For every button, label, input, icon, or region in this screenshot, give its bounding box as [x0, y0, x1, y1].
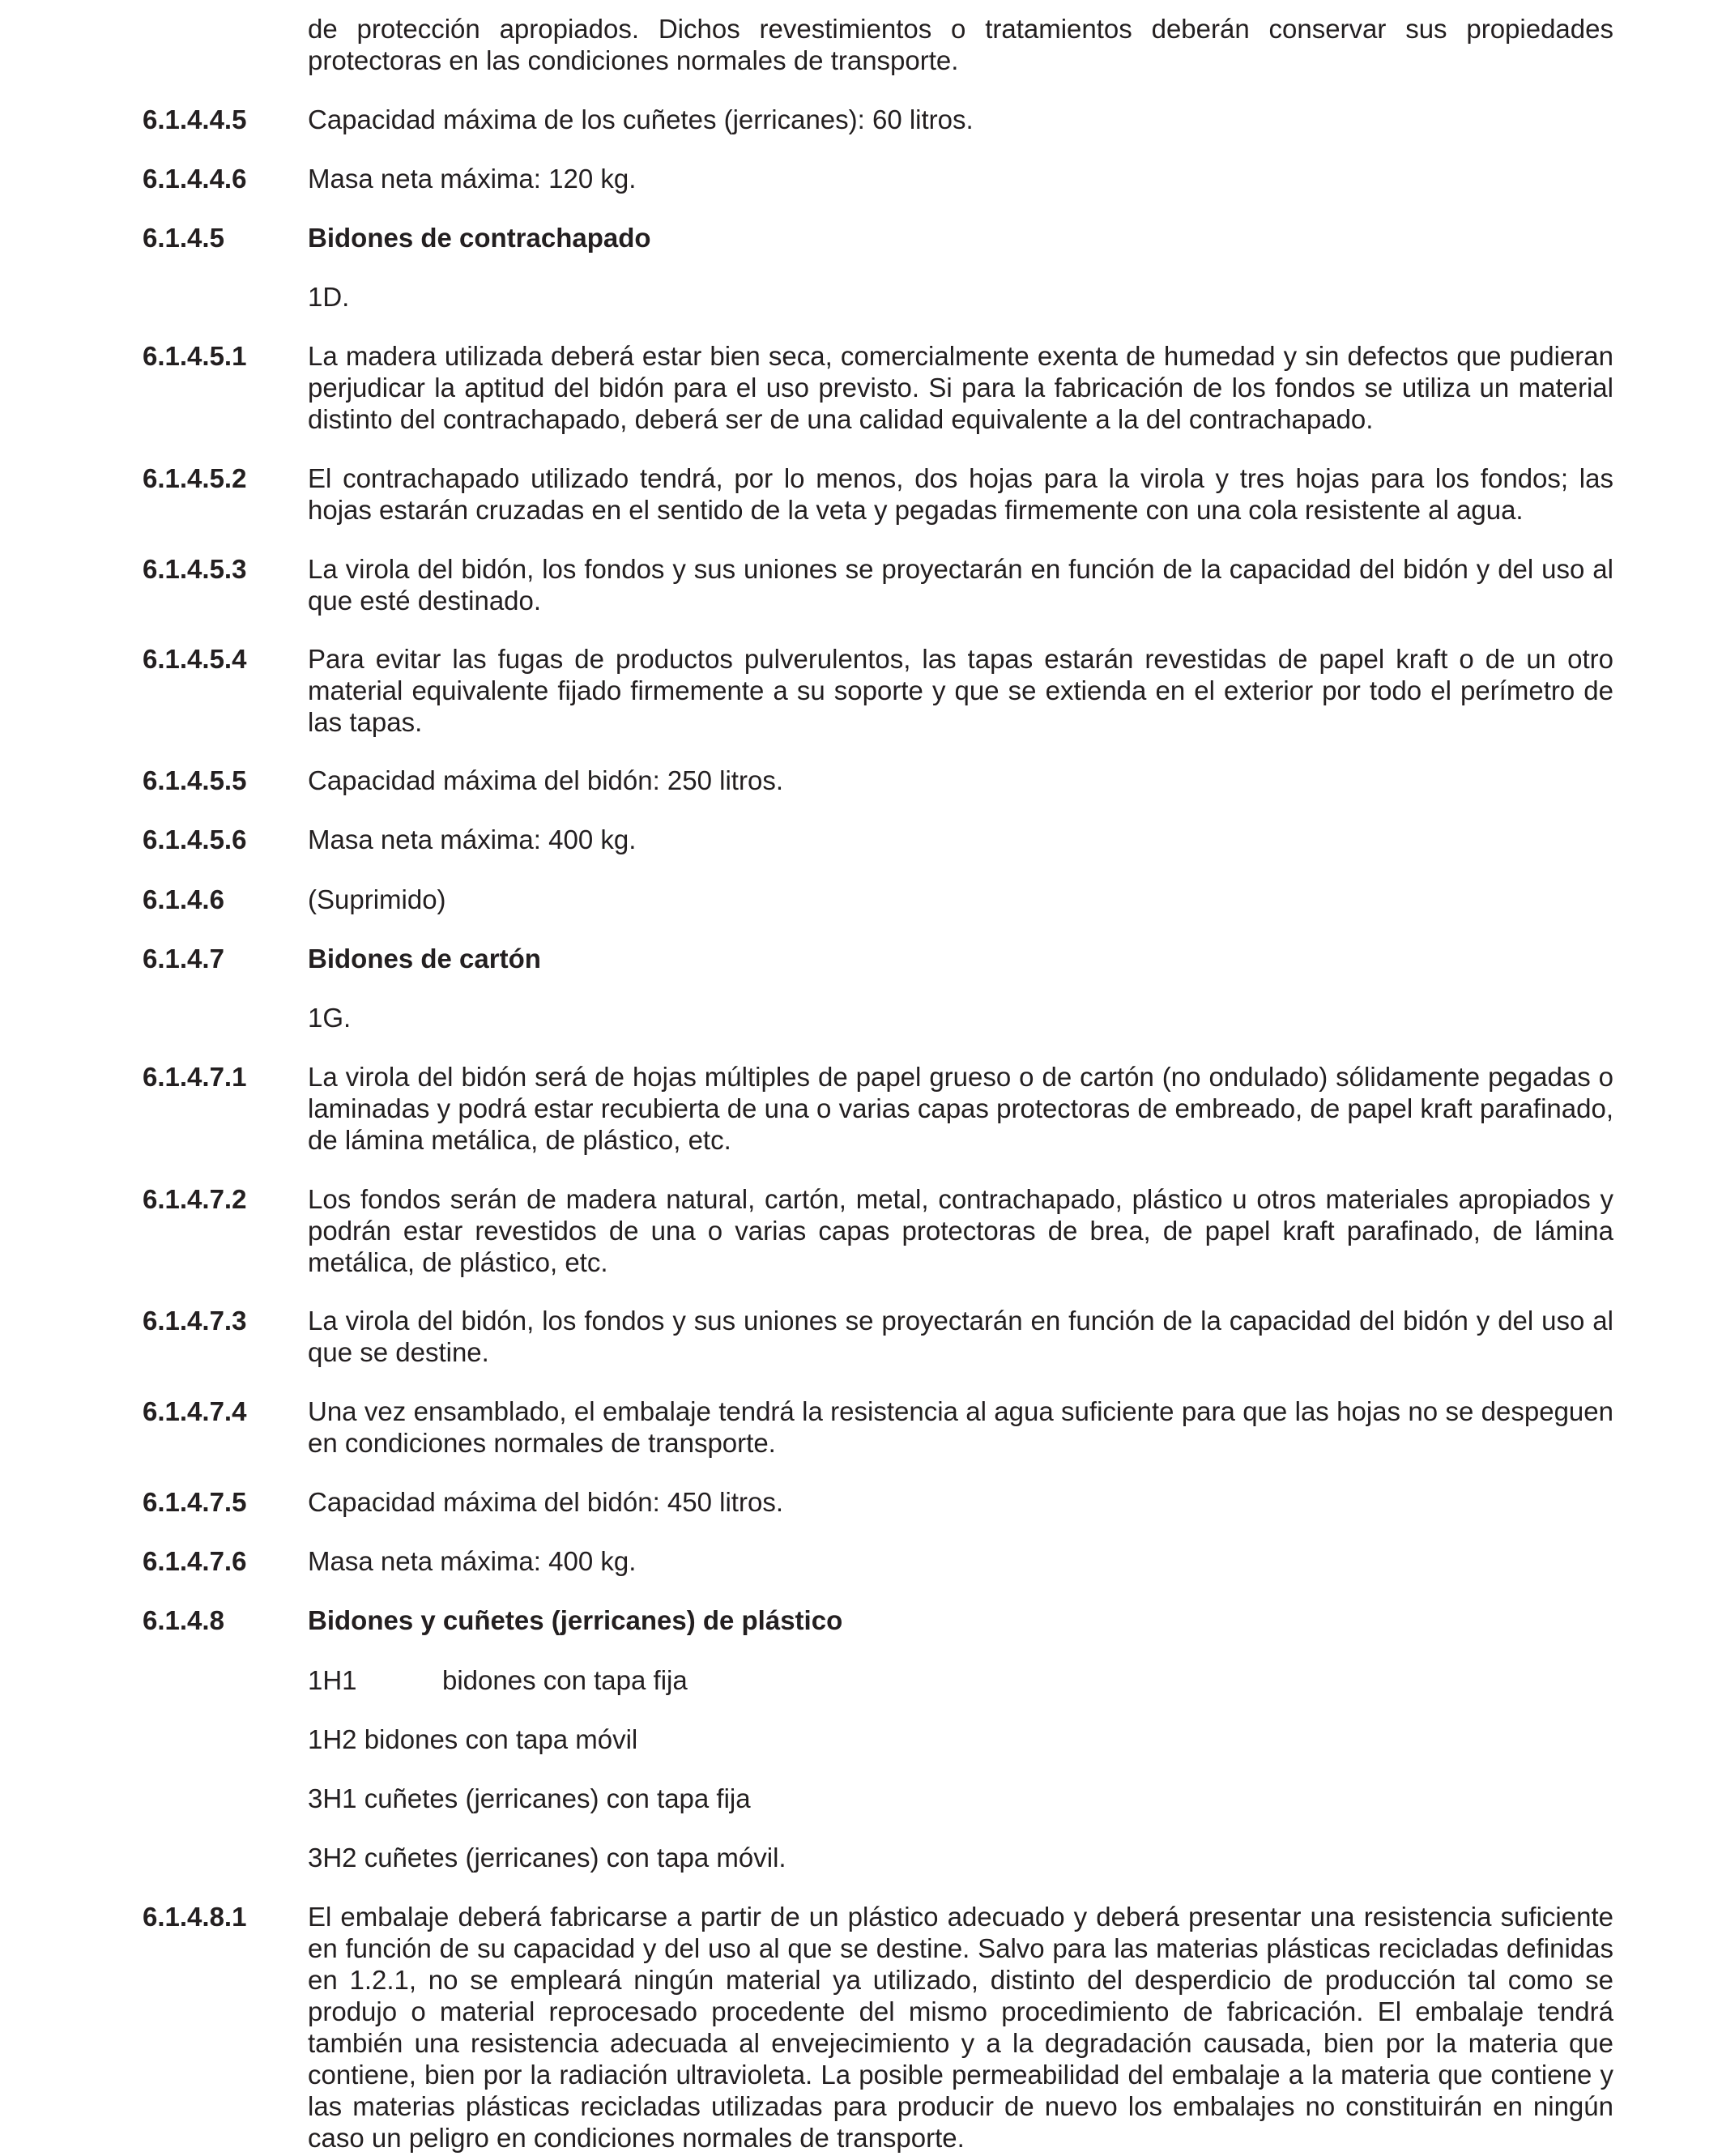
section-number: 6.1.4.5.6: [143, 824, 247, 854]
packaging-code-line: 3H1 cuñetes (jerricanes) con tapa fija: [308, 1783, 751, 1813]
section-text: La virola del bidón será de hojas múltiples de papel grueso o de cartón (no ondulado) sólidamente pegadas o laminadas y podrá estar recubierta de una o varias capas protectoras de embreado, de papel kraft parafinado, de lámina metálica, de plástico, etc.: [308, 1062, 1613, 1155]
section-number: 6.1.4.7.4: [143, 1396, 247, 1426]
section-text: Capacidad máxima del bidón: 250 litros.: [308, 765, 783, 795]
packaging-code-line: 3H2 cuñetes (jerricanes) con tapa móvil.: [308, 1843, 786, 1873]
section-number: 6.1.4.5.1: [143, 341, 247, 371]
section-text: Para evitar las fugas de productos pulverulentos, las tapas estarán revestidas de papel kraft o de un otro material equivalente fijado firmemente a su soporte y que se extienda en el exterior por todo el perímetro de las tapas.: [308, 644, 1613, 737]
section-text: Una vez ensamblado, el embalaje tendrá la resistencia al agua suficiente para que las hojas no se despeguen en condiciones normales de transporte.: [308, 1396, 1613, 1458]
section-text: Los fondos serán de madera natural, cartón, metal, contrachapado, plástico u otros materiales apropiados y podrán estar revestidos de una o varias capas protectoras de brea, de papel kraft parafinado, de lámina metálica, de plástico, etc.: [308, 1184, 1613, 1277]
section-number: 6.1.4.5.4: [143, 644, 247, 674]
section-number: 6.1.4.7.3: [143, 1306, 247, 1336]
section-number: 6.1.4.7.2: [143, 1184, 247, 1214]
section-text: Masa neta máxima: 120 kg.: [308, 164, 637, 194]
section-number: 6.1.4.8: [143, 1605, 224, 1635]
section-number: 6.1.4.5.2: [143, 463, 247, 493]
section-heading: Bidones y cuñetes (jerricanes) de plástico: [308, 1605, 843, 1635]
section-number: 6.1.4.4.6: [143, 164, 247, 194]
packaging-code-description: bidones con tapa fija: [442, 1665, 688, 1695]
section-heading: Bidones de cartón: [308, 944, 541, 974]
section-number: 6.1.4.7: [143, 944, 224, 974]
section-text: Masa neta máxima: 400 kg.: [308, 1546, 637, 1576]
packaging-code: 1D.: [308, 282, 350, 312]
section-text: La virola del bidón, los fondos y sus uniones se proyectarán en función de la capacidad del bidón y del uso al que esté destinado.: [308, 554, 1613, 616]
section-number: 6.1.4.4.5: [143, 104, 247, 134]
section-number: 6.1.4.5: [143, 223, 224, 253]
section-number: 6.1.4.7.5: [143, 1487, 247, 1517]
section-number: 6.1.4.7.6: [143, 1546, 247, 1576]
section-text: Capacidad máxima de los cuñetes (jerricanes): 60 litros.: [308, 104, 974, 134]
section-number: 6.1.4.7.1: [143, 1062, 247, 1092]
section-text: El contrachapado utilizado tendrá, por lo menos, dos hojas para la virola y tres hojas para los fondos; las hojas estarán cruzadas en el sentido de la veta y pegadas firmemente con una cola resistente al agua.: [308, 463, 1613, 525]
section-heading: Bidones de contrachapado: [308, 223, 651, 253]
section-number: 6.1.4.5.5: [143, 765, 247, 795]
section-text: Masa neta máxima: 400 kg.: [308, 824, 637, 854]
section-text: La madera utilizada deberá estar bien seca, comercialmente exenta de humedad y sin defectos que pudieran perjudicar la aptitud del bidón para el uso previsto. Si para la fabricación de los fondos se utiliza un material distinto del contrachapado, deberá ser de una calidad equivalente a la del contrachapado.: [308, 341, 1613, 434]
section-text: El embalaje deberá fabricarse a partir de un plástico adecuado y deberá presentar una resistencia suficiente en función de su capacidad y del uso al que se destine. Salvo para las materias plásticas recicladas definidas en 1.2.1, no se empleará ningún material ya utilizado, distinto del desperdicio de producción tal como se produjo o material reprocesado procedente del mismo procedimiento de fabricación. El embalaje tendrá también una resistencia adecuada al envejecimiento y a la degradación causada, bien por la materia que contiene, bien por la radiación ultravioleta. La posible permeabilidad del embalaje a la materia que contiene y las materias plásticas recicladas utilizadas para producir de nuevo los embalajes no constituirán en ningún caso un peligro en condiciones normales de transporte.: [308, 1902, 1613, 2153]
packaging-code: 1H1: [308, 1665, 357, 1695]
packaging-code-line: 1H2 bidones con tapa móvil: [308, 1724, 638, 1754]
section-number: 6.1.4.8.1: [143, 1902, 247, 1932]
packaging-code-line: [308, 1664, 1613, 1696]
section-number: 6.1.4.5.3: [143, 554, 247, 584]
section-text: (Suprimido): [308, 884, 446, 914]
packaging-code: 1G.: [308, 1003, 352, 1033]
section-text: La virola del bidón, los fondos y sus uniones se proyectarán en función de la capacidad del bidón y del uso al que se destine.: [308, 1306, 1613, 1367]
section-text: Capacidad máxima del bidón: 450 litros.: [308, 1487, 783, 1517]
paragraph-text: de protección apropiados. Dichos revestimientos o tratamientos deberán conservar sus propiedades protectoras en las condiciones normales de transporte.: [308, 14, 1613, 75]
section-number: 6.1.4.6: [143, 884, 224, 914]
